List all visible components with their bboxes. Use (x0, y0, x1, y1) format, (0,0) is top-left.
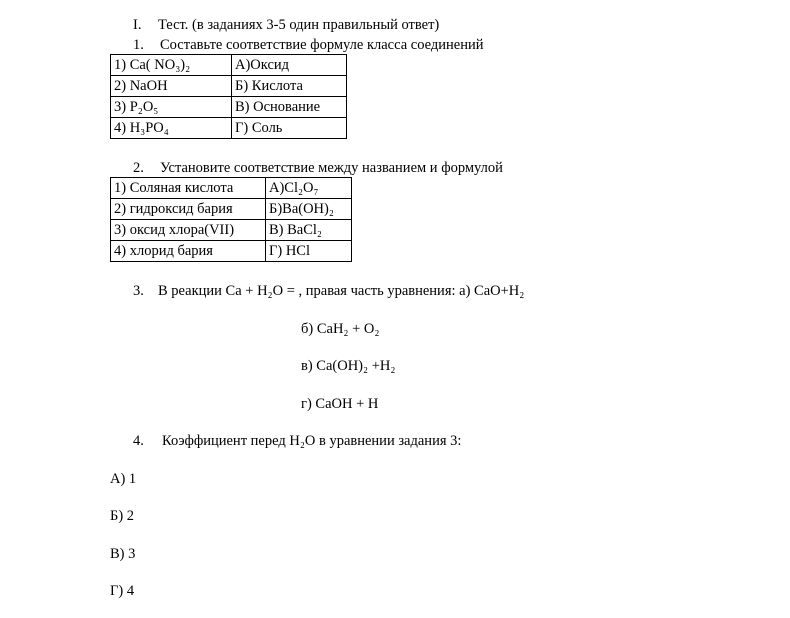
class-cell: Г) Соль (232, 118, 347, 139)
question-3-number: 3. (133, 283, 144, 299)
name-cell: 3) оксид хлора(VII) (111, 220, 266, 241)
question-1-table (110, 54, 347, 139)
name-cell: 4) хлорид бария (111, 241, 266, 262)
class-cell: В) Основание (232, 97, 347, 118)
answer-a: А) 1 (110, 471, 137, 487)
table-row (111, 241, 352, 262)
question-2-number: 2. (133, 160, 144, 176)
question-1-text: Составьте соответствие формуле класса соединений (160, 37, 484, 53)
table-row (111, 55, 347, 76)
formula-cell: Г) HCl (266, 241, 352, 262)
formula-cell: Б)Ba(OH)₂ (266, 199, 352, 220)
table-row (111, 97, 347, 118)
question-2-table (110, 177, 352, 262)
class-cell: Б) Кислота (232, 76, 347, 97)
table-row (111, 118, 347, 139)
question-3-option-c: в) Ca(OH)₂ +H₂ (301, 358, 396, 374)
section-title: Тест. (в заданиях 3-5 один правильный ответ) (158, 17, 440, 33)
formula-cell: В) BaCl₂ (266, 220, 352, 241)
formula-cell: 1) Ca( NO₃)₂ (111, 55, 232, 76)
table-row (111, 178, 352, 199)
question-3-option-b: б) CaH₂ + O₂ (301, 321, 380, 337)
question-1-number: 1. (133, 37, 144, 53)
table-row (111, 220, 352, 241)
formula-cell: 2) NaOH (111, 76, 232, 97)
formula-cell: 3) P₂O₅ (111, 97, 232, 118)
question-3-text: В реакции Ca + H₂O = , правая часть уравнения: а) CaO+H₂ (158, 283, 525, 299)
name-cell: 2) гидроксид бария (111, 199, 266, 220)
answer-b: Б) 2 (110, 508, 135, 524)
question-3-option-d: г) CaOH + H (301, 396, 379, 412)
question-4-number: 4. (133, 433, 144, 449)
answer-c: В) 3 (110, 546, 136, 562)
formula-cell: А)Cl₂O₇ (266, 178, 352, 199)
table-row (111, 199, 352, 220)
section-number: I. (133, 17, 142, 33)
question-4-text: Коэффициент перед H₂O в уравнении задания 3: (162, 433, 462, 449)
question-2-text: Установите соответствие между названием и формулой (160, 160, 503, 176)
formula-cell: 4) H₃PO₄ (111, 118, 232, 139)
answer-d: Г) 4 (110, 583, 135, 599)
name-cell: 1) Соляная кислота (111, 178, 266, 199)
table-row (111, 76, 347, 97)
class-cell: А)Оксид (232, 55, 347, 76)
